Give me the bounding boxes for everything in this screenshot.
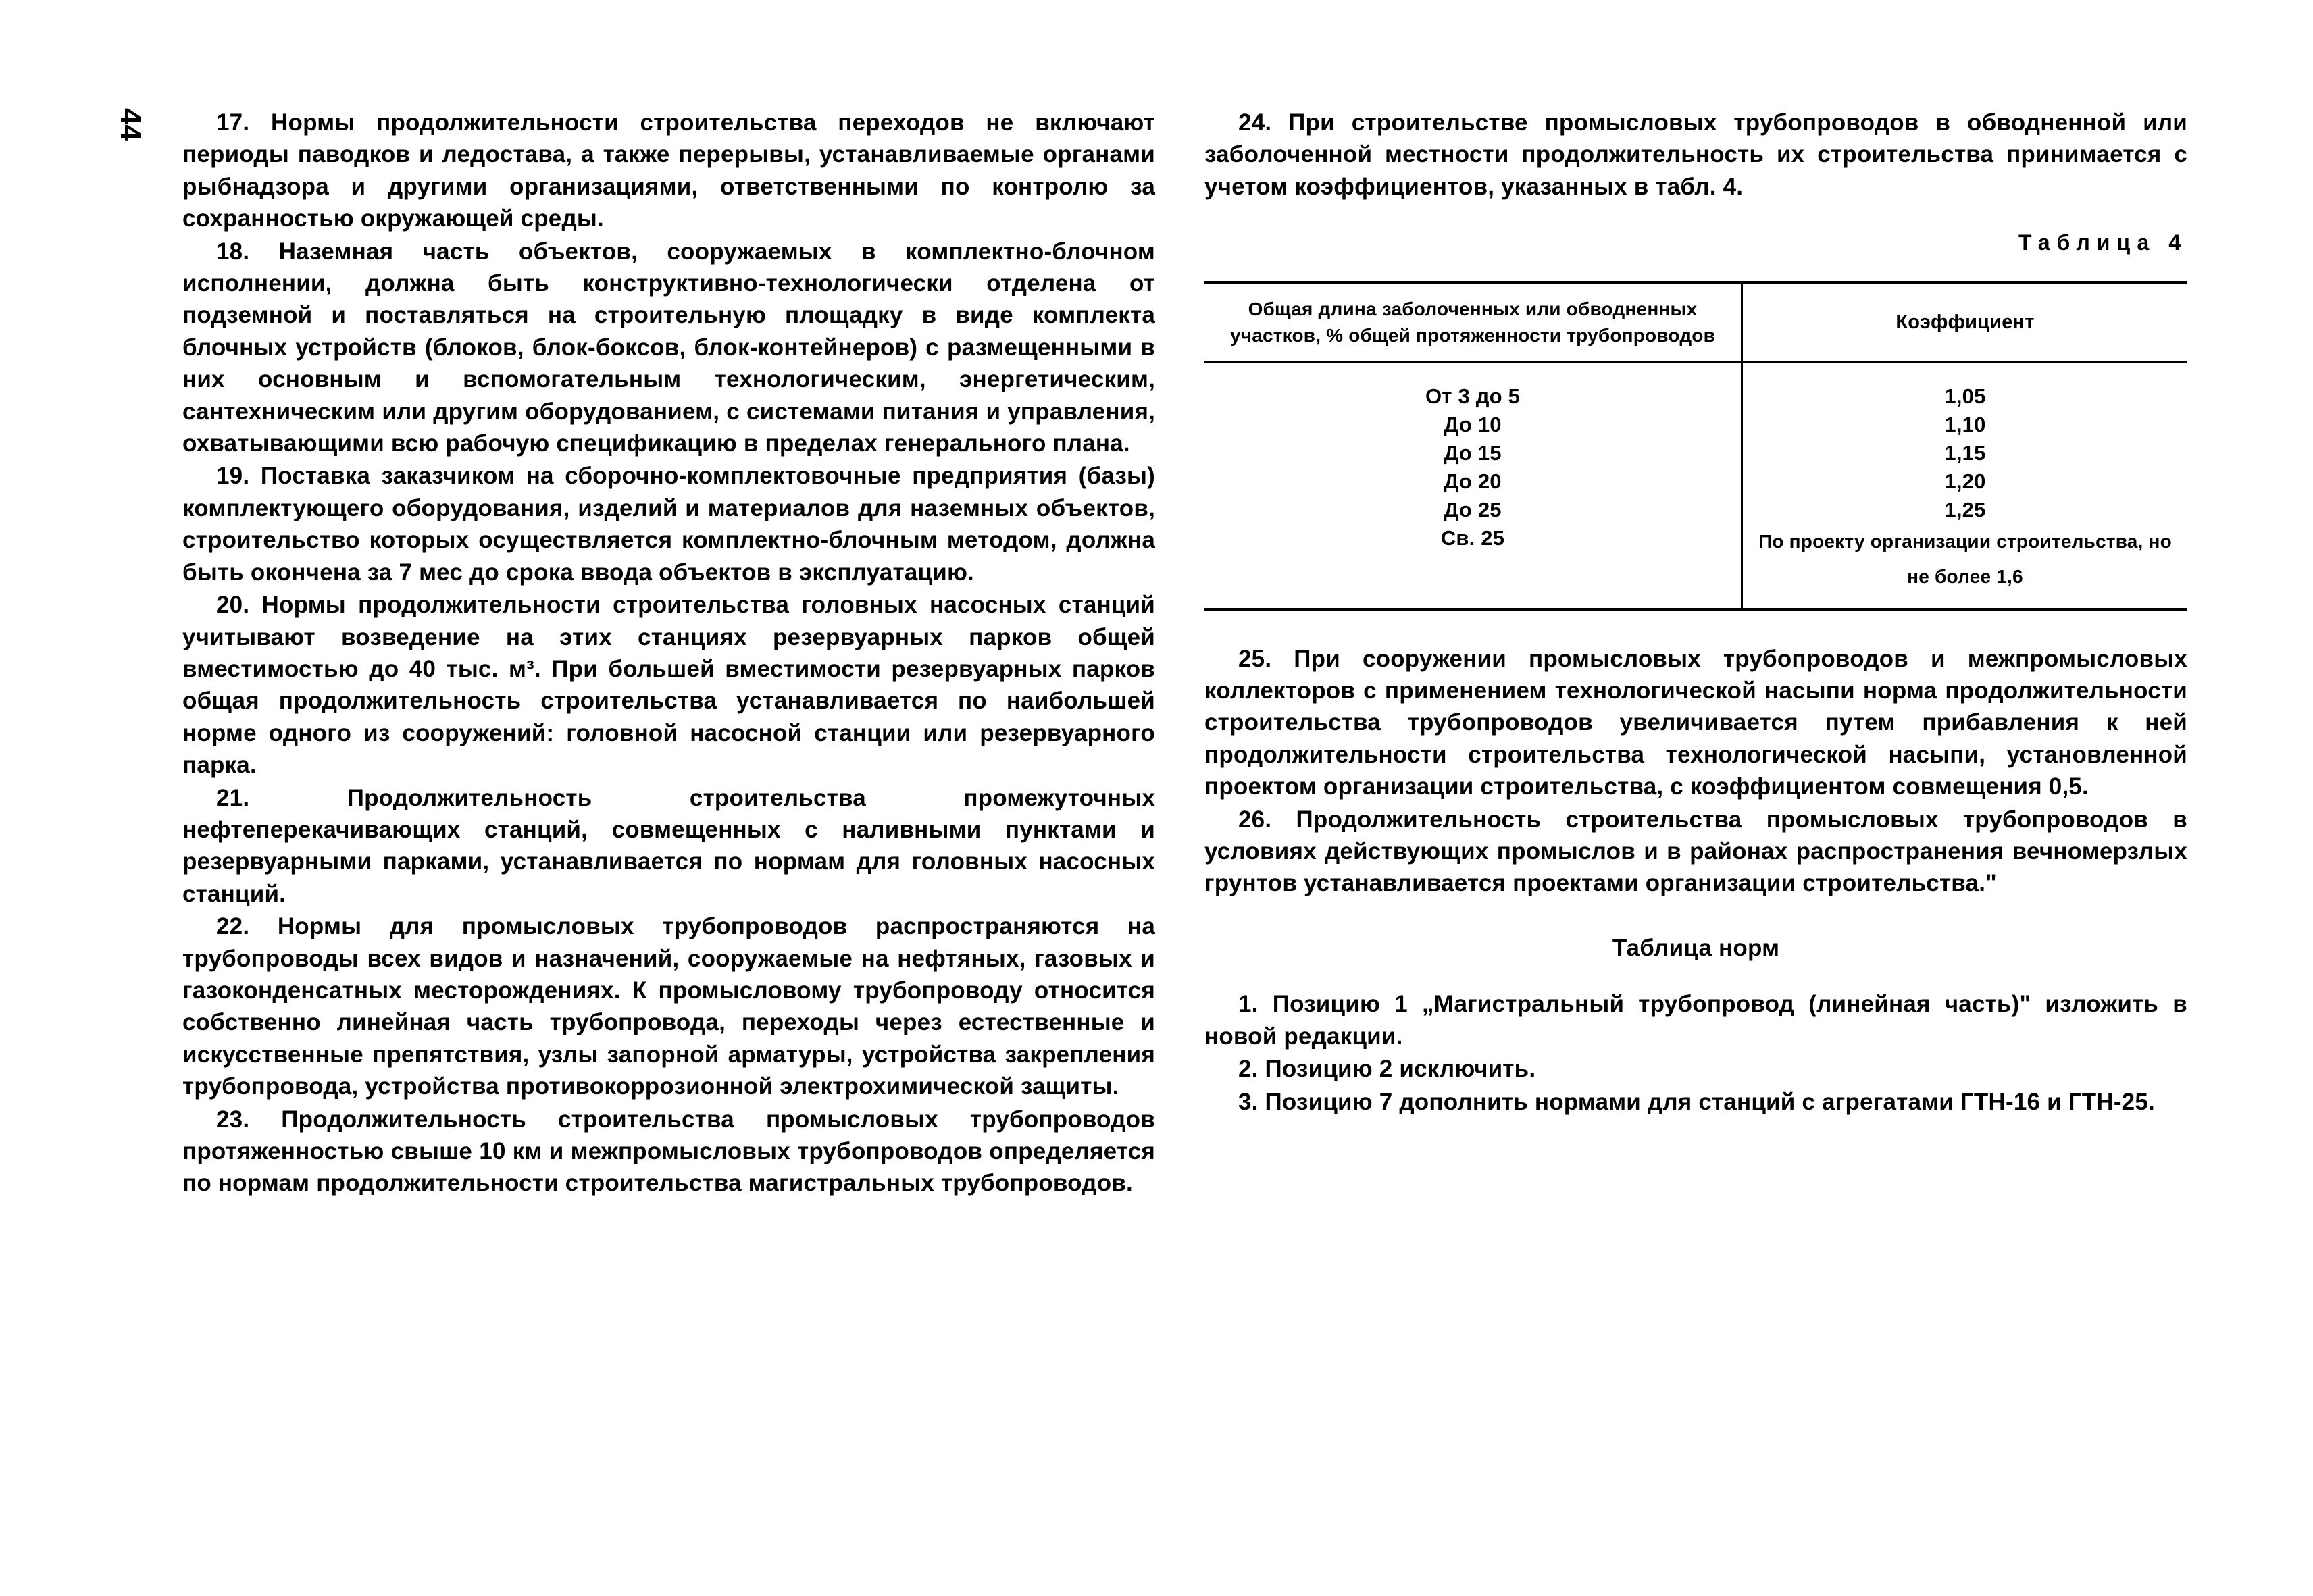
table-row <box>1204 467 2187 496</box>
table-row <box>1204 439 2187 467</box>
item-text: Позицию 1 „Магистральный трубопровод (линейная часть)" изложить в новой редакции. <box>1204 991 2187 1050</box>
table-cell-coefficient: 1,25 <box>1944 497 1986 521</box>
paragraph-number: 17. <box>216 109 250 136</box>
paragraph-22 <box>182 910 1155 1102</box>
section-title: Таблица норм <box>1612 934 1780 961</box>
table-row <box>1204 496 2187 524</box>
paragraph-18 <box>182 236 1155 460</box>
table-cell-coefficient: По проекту организации строительства, но не более 1,6 <box>1742 524 2188 609</box>
paragraph-number: 23. <box>216 1106 250 1133</box>
table-cell-length: До 15 <box>1204 439 1742 467</box>
paragraph-21 <box>182 782 1155 910</box>
paragraph-26 <box>1204 804 2187 900</box>
paragraph-24 <box>1204 107 2187 203</box>
paragraph-number: 21. <box>216 784 250 811</box>
table-cell-coefficient: 1,05 <box>1944 384 1986 408</box>
paragraph-20 <box>182 589 1155 781</box>
norms-item <box>1204 988 2187 1052</box>
item-number: 1. <box>1238 991 1259 1018</box>
paragraph-text: Нормы для промысловых трубопроводов распространяются на трубопроводы всех видов и назначений, сооружаемые на нефтяных, газовых и газоконденсатных месторождениях. К промысловому трубопроводу относится собственно линейная часть трубопровода, переходы через естественные и искусственные препятствия, узлы запорной арматуры, устройства закрепления трубопровода, устройства противокоррозионной электрохимической защиты. <box>182 913 1155 1100</box>
paragraph-23 <box>182 1104 1155 1200</box>
paragraph-number: 26. <box>1238 806 1272 833</box>
paragraph-17 <box>182 107 1155 235</box>
paragraph-text: Поставка заказчиком на сборочно-комплектовочные предприятия (базы) комплектующего оборудования, изделий и материалов для наземных объектов, строительство которых осуществляется комплектно-блочным методом, должна быть окончена за 7 мес до срока ввода объектов в эксплуатацию. <box>182 463 1155 586</box>
page-number: 44 <box>114 108 147 141</box>
item-text: Позицию 2 исключить. <box>1265 1056 1536 1083</box>
table-caption: Таблица 4 <box>2018 230 2187 255</box>
paragraph-text: Нормы продолжительности строительства переходов не включают периоды паводков и ледостава, а также перерывы, устанавливаемые органами рыбнадзора и другими организациями, ответственными по контролю за сохранностью окружающей среды. <box>182 109 1155 232</box>
table-row <box>1204 524 2187 609</box>
item-text: Позицию 7 дополнить нормами для станций с агрегатами ГТН-16 и ГТН-25. <box>1265 1088 2155 1115</box>
table-cell-coefficient: 1,15 <box>1944 440 1986 465</box>
paragraph-number: 19. <box>216 463 250 490</box>
table-cell-length: До 10 <box>1204 411 1742 439</box>
paragraph-number: 24. <box>1238 109 1272 136</box>
paragraph-25 <box>1204 643 2187 803</box>
paragraph-text: Продолжительность строительства промысловых трубопроводов в условиях действующих промыслов и в районах распространения вечномерзлых грунтов устанавливается проектами организации строительства." <box>1204 806 2187 897</box>
paragraph-19 <box>182 460 1155 588</box>
paragraph-text: Наземная часть объектов, сооружаемых в комплектно-блочном исполнении, должна быть конструктивно-технологически отделена от подземной и поставляться на строительную площадку в виде комплекта блочных устройств (блоков, блок-боксов, блок-контейнеров) с размещенными в них основным и вспомогательным технологическим, энергетическим, сантехническим или другим оборудованием, с системами питания и управления, охватывающими всю рабочую спецификацию в пределах генерального плана. <box>182 238 1155 457</box>
table-cell-coefficient: 1,10 <box>1944 412 1986 436</box>
paragraph-text: Нормы продолжительности строительства головных насосных станций учитывают возведение на этих станциях резервуарных парков общей вместимостью до 40 тыс. м³. При большей вместимости резервуарных парков общая продолжительность строительства устанавливается по наибольшей норме одного из сооружений: головной насосной станции или резервуарного парка. <box>182 592 1155 779</box>
table-cell-length: До 20 <box>1204 467 1742 496</box>
item-number: 2. <box>1238 1056 1259 1083</box>
paragraph-number: 20. <box>216 592 250 619</box>
paragraph-number: 18. <box>216 238 250 265</box>
paragraph-text: Продолжительность строительства промысловых трубопроводов протяженностью свыше 10 км и межпромысловых трубопроводов определяется по нормам продолжительности строительства магистральных трубопроводов. <box>182 1106 1155 1197</box>
table-header-row <box>1204 282 2187 362</box>
table-row <box>1204 411 2187 439</box>
left-column <box>182 107 1155 1200</box>
table-header-coefficient: Коэффициент <box>1742 282 2188 362</box>
paragraph-text: При строительстве промысловых трубопроводов в обводненной или заболоченной местности продолжительность их строительства принимается с учетом коэффициентов, указанных в табл. 4. <box>1204 109 2187 200</box>
right-column <box>1204 107 2187 1118</box>
paragraph-number: 22. <box>216 913 250 940</box>
paragraph-text: При сооружении промысловых трубопроводов и межпромысловых коллекторов с применением технологической насыпи норма продолжительности строительства трубопроводов увеличивается путем прибавления к ней продолжительности строительства технологической насыпи, установленной проектом организации строительства, с коэффициентом совмещения 0,5. <box>1204 645 2187 800</box>
paragraph-number: 25. <box>1238 645 1272 672</box>
norms-item <box>1204 1053 2187 1085</box>
table-cell-length: От 3 до 5 <box>1204 362 1742 411</box>
paragraph-text: Продолжительность строительства промежуточных нефтеперекачивающих станций, совмещенных с наливными пунктами и резервуарными парками, устанавливается по нормам для головных насосных станций. <box>182 784 1155 907</box>
norms-item <box>1204 1086 2187 1118</box>
table-row <box>1204 362 2187 411</box>
table-cell-coefficient: 1,20 <box>1944 469 1986 493</box>
coefficient-table <box>1204 281 2187 611</box>
table-header-length: Общая длина заболоченных или обводненных участков, % общей протяженности трубопроводов <box>1204 282 1742 362</box>
item-number: 3. <box>1238 1088 1259 1115</box>
table-cell-length: Св. 25 <box>1204 524 1742 609</box>
table-cell-length: До 25 <box>1204 496 1742 524</box>
